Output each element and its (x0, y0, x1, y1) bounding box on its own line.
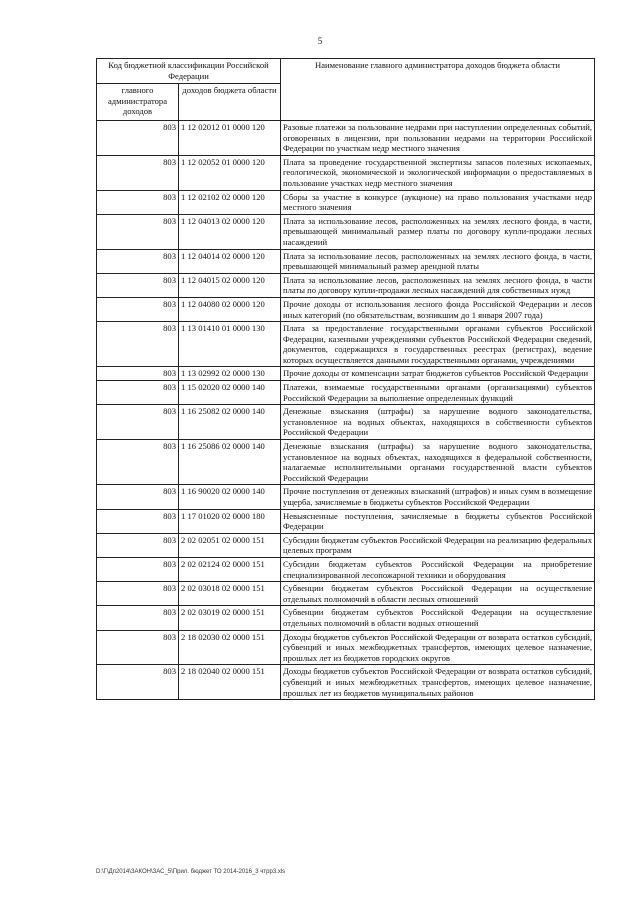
table-row (97, 606, 595, 630)
income-code-cell: 1 12 02052 01 0000 120 (179, 155, 281, 190)
file-path-footer: D:\Г\Дп2014\ЗАКОН\ЗАС_5\Прил. бюджет ТО 2014-2016_3 чтрр3.xls (96, 869, 286, 875)
admin-code-cell: 803 (97, 381, 179, 405)
admin-code-cell: 803 (97, 665, 179, 700)
income-name-cell: Плата за использование лесов, расположенных на землях лесного фонда, в части, превышающей минимальный размер платы по договору купли-продажи лесных насаждений (281, 214, 595, 249)
table-row (97, 582, 595, 606)
income-name-cell: Плата за использование лесов, расположенных на землях лесного фонда, в части платы по договору купли-продажи лесных насаждений для собственных нужд (281, 273, 595, 297)
admin-code-cell: 803 (97, 509, 179, 533)
income-name-cell: Денежные взыскания (штрафы) за нарушение водного законодательства, установленное на водных объектах, находящихся в федеральной собственности, налагаемые исполнительными органами государственной власти субъектов Российской Федерации (281, 440, 595, 485)
table-row (97, 630, 595, 665)
income-code-cell: 1 12 04014 02 0000 120 (179, 249, 281, 273)
table-row (97, 273, 595, 297)
income-name-cell: Субсидии бюджетам субъектов Российской Федерации на реализацию федеральных целевых программ (281, 533, 595, 557)
revenue-classification-table (96, 58, 595, 700)
income-name-cell: Доходы бюджетов субъектов Российской Федерации от возврата остатков субсидий, субвенций и иных межбюджетных трансфертов, имеющих целевое назначение, прошлых лет из бюджетов городских округов (281, 630, 595, 665)
admin-code-cell: 803 (97, 440, 179, 485)
page-number: 5 (317, 36, 323, 46)
admin-code-cell: 803 (97, 533, 179, 557)
table-row (97, 214, 595, 249)
admin-code-cell: 803 (97, 249, 179, 273)
income-code-cell: 1 13 02992 02 0000 130 (179, 367, 281, 381)
income-code-cell: 1 13 01410 01 0000 130 (179, 322, 281, 367)
table-header-row (97, 59, 595, 84)
table-row (97, 155, 595, 190)
table-body (97, 121, 595, 700)
income-name-cell: Платежи, взимаемые государственными органами (организациями) субъектов Российской Федерации за выполнение определенных функций (281, 381, 595, 405)
income-code-cell: 1 12 02012 01 0000 120 (179, 121, 281, 156)
income-name-cell: Субвенции бюджетам субъектов Российской Федерации на осуществление отдельных полномочий в области водных отношений (281, 606, 595, 630)
income-name-cell: Сборы за участие в конкурсе (аукционе) на право пользования участками недр местного значения (281, 190, 595, 214)
income-code-cell: 2 02 03019 02 0000 151 (179, 606, 281, 630)
table-row (97, 249, 595, 273)
income-name-cell: Разовые платежи за пользование недрами при наступлении определенных событий, оговоренных в лицензии, при пользовании недрами на территории Российской Федерации по участкам недр местного значения (281, 121, 595, 156)
table-row (97, 533, 595, 557)
income-code-cell: 2 02 02124 02 0000 151 (179, 557, 281, 581)
income-name-cell: Прочие поступления от денежных взысканий (штрафов) и иных сумм в возмещение ущерба, зачисляемые в бюджеты субъектов Российской Федерации (281, 485, 595, 509)
admin-code-cell: 803 (97, 367, 179, 381)
income-code-cell: 1 12 04015 02 0000 120 (179, 273, 281, 297)
income-code-cell: 2 02 03018 02 0000 151 (179, 582, 281, 606)
income-code-cell: 2 02 02051 02 0000 151 (179, 533, 281, 557)
income-name-cell: Субвенции бюджетам субъектов Российской Федерации на осуществление отдельных полномочий в области лесных отношений (281, 582, 595, 606)
table-row (97, 381, 595, 405)
table-row (97, 509, 595, 533)
income-code-cell: 1 15 02020 02 0000 140 (179, 381, 281, 405)
admin-code-cell: 803 (97, 557, 179, 581)
income-code-cell: 1 17 01020 02 0000 180 (179, 509, 281, 533)
table-row (97, 440, 595, 485)
income-code-cell: 2 18 02040 02 0000 151 (179, 665, 281, 700)
table-row (97, 121, 595, 156)
income-code-cell: 1 12 02102 02 0000 120 (179, 190, 281, 214)
admin-code-cell: 803 (97, 297, 179, 321)
table-row (97, 297, 595, 321)
income-code-cell: 2 18 02030 02 0000 151 (179, 630, 281, 665)
table-row (97, 367, 595, 381)
income-name-cell: Плата за использование лесов, расположенных на землях лесного фонда, в части, превышающей минимальный размер арендной платы (281, 249, 595, 273)
admin-code-cell: 803 (97, 121, 179, 156)
table-row (97, 405, 595, 440)
header-income-column: доходов бюджета области (179, 84, 281, 121)
admin-code-cell: 803 (97, 190, 179, 214)
admin-code-cell: 803 (97, 322, 179, 367)
table-row (97, 557, 595, 581)
admin-code-cell: 803 (97, 273, 179, 297)
admin-code-cell: 803 (97, 214, 179, 249)
income-name-cell: Доходы бюджетов субъектов Российской Федерации от возврата остатков субсидий, субвенций и иных межбюджетных трансфертов, имеющих целевое назначение, прошлых лет из бюджетов муниципальных районов (281, 665, 595, 700)
admin-code-cell: 803 (97, 155, 179, 190)
income-code-cell: 1 12 04013 02 0000 120 (179, 214, 281, 249)
header-name-column: Наименование главного администратора доходов бюджета области (281, 59, 595, 121)
income-code-cell: 1 16 90020 02 0000 140 (179, 485, 281, 509)
table-row (97, 190, 595, 214)
income-name-cell: Плата за предоставление государственными органами субъектов Российской Федерации, казенными учреждениями субъектов Российской Федерации сведений, документов, содержащихся в государственных реестрах (регистрах), ведение которых осуществляется данными государственными органами, учреждениями (281, 322, 595, 367)
income-code-cell: 1 12 04080 02 0000 120 (179, 297, 281, 321)
admin-code-cell: 803 (97, 485, 179, 509)
admin-code-cell: 803 (97, 405, 179, 440)
admin-code-cell: 803 (97, 606, 179, 630)
income-code-cell: 1 16 25082 02 0000 140 (179, 405, 281, 440)
header-admin-column: главного администратора доходов (97, 84, 179, 121)
income-name-cell: Денежные взыскания (штрафы) за нарушение водного законодательства, установленное на водных объектах, находящихся в собственности субъектов Российской Федерации (281, 405, 595, 440)
table-row (97, 485, 595, 509)
income-name-cell: Прочие доходы от компенсации затрат бюджетов субъектов Российской Федерации (281, 367, 595, 381)
income-name-cell: Субсидии бюджетам субъектов Российской Федерации на приобретение специализированной лесопожарной техники и оборудования (281, 557, 595, 581)
income-name-cell: Прочие доходы от использования лесного фонда Российской Федерации и лесов иных категорий (по обязательствам, возникшим до 1 января 2007 года) (281, 297, 595, 321)
table-row (97, 665, 595, 700)
header-code-group: Код бюджетной классификации Российской Федерации (97, 59, 281, 84)
income-name-cell: Плата за проведение государственной экспертизы запасов полезных ископаемых, геологической, экономической и экологической информации о предоставляемых в пользование участках недр местного значения (281, 155, 595, 190)
income-name-cell: Невыясненные поступления, зачисляемые в бюджеты субъектов Российской Федерации (281, 509, 595, 533)
admin-code-cell: 803 (97, 582, 179, 606)
table-row (97, 322, 595, 367)
admin-code-cell: 803 (97, 630, 179, 665)
income-code-cell: 1 16 25086 02 0000 140 (179, 440, 281, 485)
